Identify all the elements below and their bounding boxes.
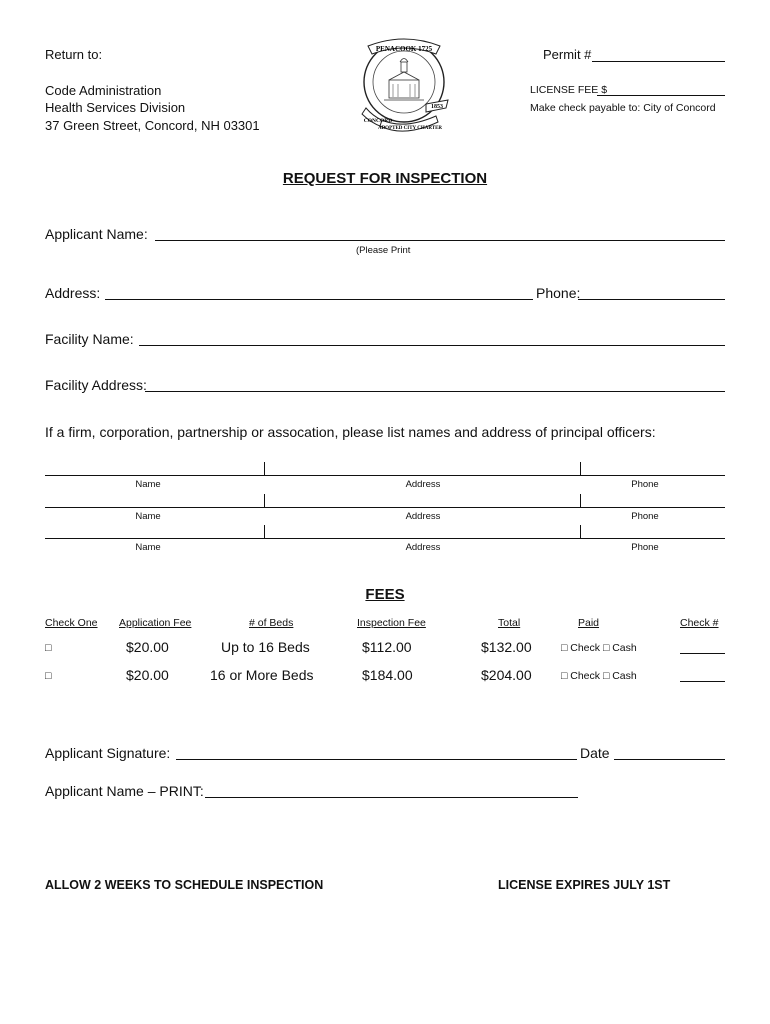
date-field[interactable] [614,759,725,760]
seal-concord-text: CONCORD [363,118,393,124]
officer-line[interactable] [45,507,725,508]
signature-label: Applicant Signature: [45,745,171,761]
column-divider [580,462,581,475]
check-number-field[interactable] [680,681,725,682]
facility-name-label: Facility Name: [45,331,134,347]
officer-line[interactable] [45,475,725,476]
signature-field[interactable] [176,759,577,760]
column-divider [264,462,265,475]
name-caption: Name [135,479,161,490]
expiry-notice: LICENSE EXPIRES JULY 1ST [498,878,671,892]
division-name: Health Services Division [45,100,186,115]
facility-address-field[interactable] [145,391,725,392]
date-label: Date [580,745,610,761]
license-fee-label: LICENSE FEE $ [530,84,608,96]
payable-note: Make check payable to: City of Concord [530,102,716,114]
address-label: Address: [45,285,101,301]
total-value: $204.00 [481,667,532,683]
column-divider [580,494,581,507]
officers-prompt: If a firm, corporation, partnership or assocation, please list names and address of principal officers: [45,424,656,440]
select-checkbox[interactable]: □ [45,670,52,682]
please-print-note: (Please Print [356,245,411,256]
address-caption: Address [405,542,441,553]
phone-caption: Phone [631,542,659,553]
seal-charter-text: ADOPTED CITY CHARTER [377,126,443,131]
print-name-field[interactable] [205,797,578,798]
header-check-number: Check # [680,617,719,629]
paid-options[interactable]: □ Check □ Cash [561,642,637,654]
phone-label: Phone: [536,285,581,301]
department-name: Code Administration [45,83,162,98]
header-inspection-fee: Inspection Fee [357,617,426,629]
beds-value: Up to 16 Beds [221,639,310,655]
column-divider [264,494,265,507]
seal-year-text: 1853 [431,104,443,110]
address-caption: Address [405,511,441,522]
city-seal [356,30,452,138]
address-field[interactable] [105,299,533,300]
beds-value: 16 or More Beds [210,667,314,683]
print-name-label: Applicant Name – PRINT: [45,783,204,799]
facility-address-label: Facility Address: [45,377,147,393]
check-number-field[interactable] [680,653,725,654]
permit-label: Permit # [543,47,592,62]
total-value: $132.00 [481,639,532,655]
street-address: 37 Green Street, Concord, NH 03301 [45,118,260,133]
name-caption: Name [135,511,161,522]
paid-options[interactable]: □ Check □ Cash [561,670,637,682]
application-fee-value: $20.00 [126,667,169,683]
column-divider [264,525,265,538]
inspection-fee-value: $184.00 [362,667,413,683]
name-caption: Name [135,542,161,553]
seal-top-text: PENACOOK 1725 [375,45,433,53]
header-paid: Paid [578,617,600,629]
permit-number-field[interactable] [592,61,725,62]
officer-line[interactable] [45,538,725,539]
facility-name-field[interactable] [139,345,725,346]
page-title: REQUEST FOR INSPECTION [282,170,488,187]
phone-caption: Phone [631,479,659,490]
header-beds: # of Beds [249,617,294,629]
schedule-notice: ALLOW 2 WEEKS TO SCHEDULE INSPECTION [45,878,324,892]
fees-title: FEES [365,586,405,603]
column-divider [580,525,581,538]
phone-caption: Phone [631,511,659,522]
address-caption: Address [405,479,441,490]
header-check-one: Check One [45,617,98,629]
city-seal-graphic [356,30,452,138]
return-to-label: Return to: [45,47,103,62]
inspection-fee-value: $112.00 [362,639,412,655]
applicant-name-field[interactable] [155,240,725,241]
phone-field[interactable] [578,299,725,300]
select-checkbox[interactable]: □ [45,642,52,654]
application-fee-value: $20.00 [126,639,169,655]
applicant-name-label: Applicant Name: [45,226,148,242]
header-total: Total [498,617,521,629]
license-fee-field[interactable] [597,95,725,96]
header-application-fee: Application Fee [119,617,192,629]
